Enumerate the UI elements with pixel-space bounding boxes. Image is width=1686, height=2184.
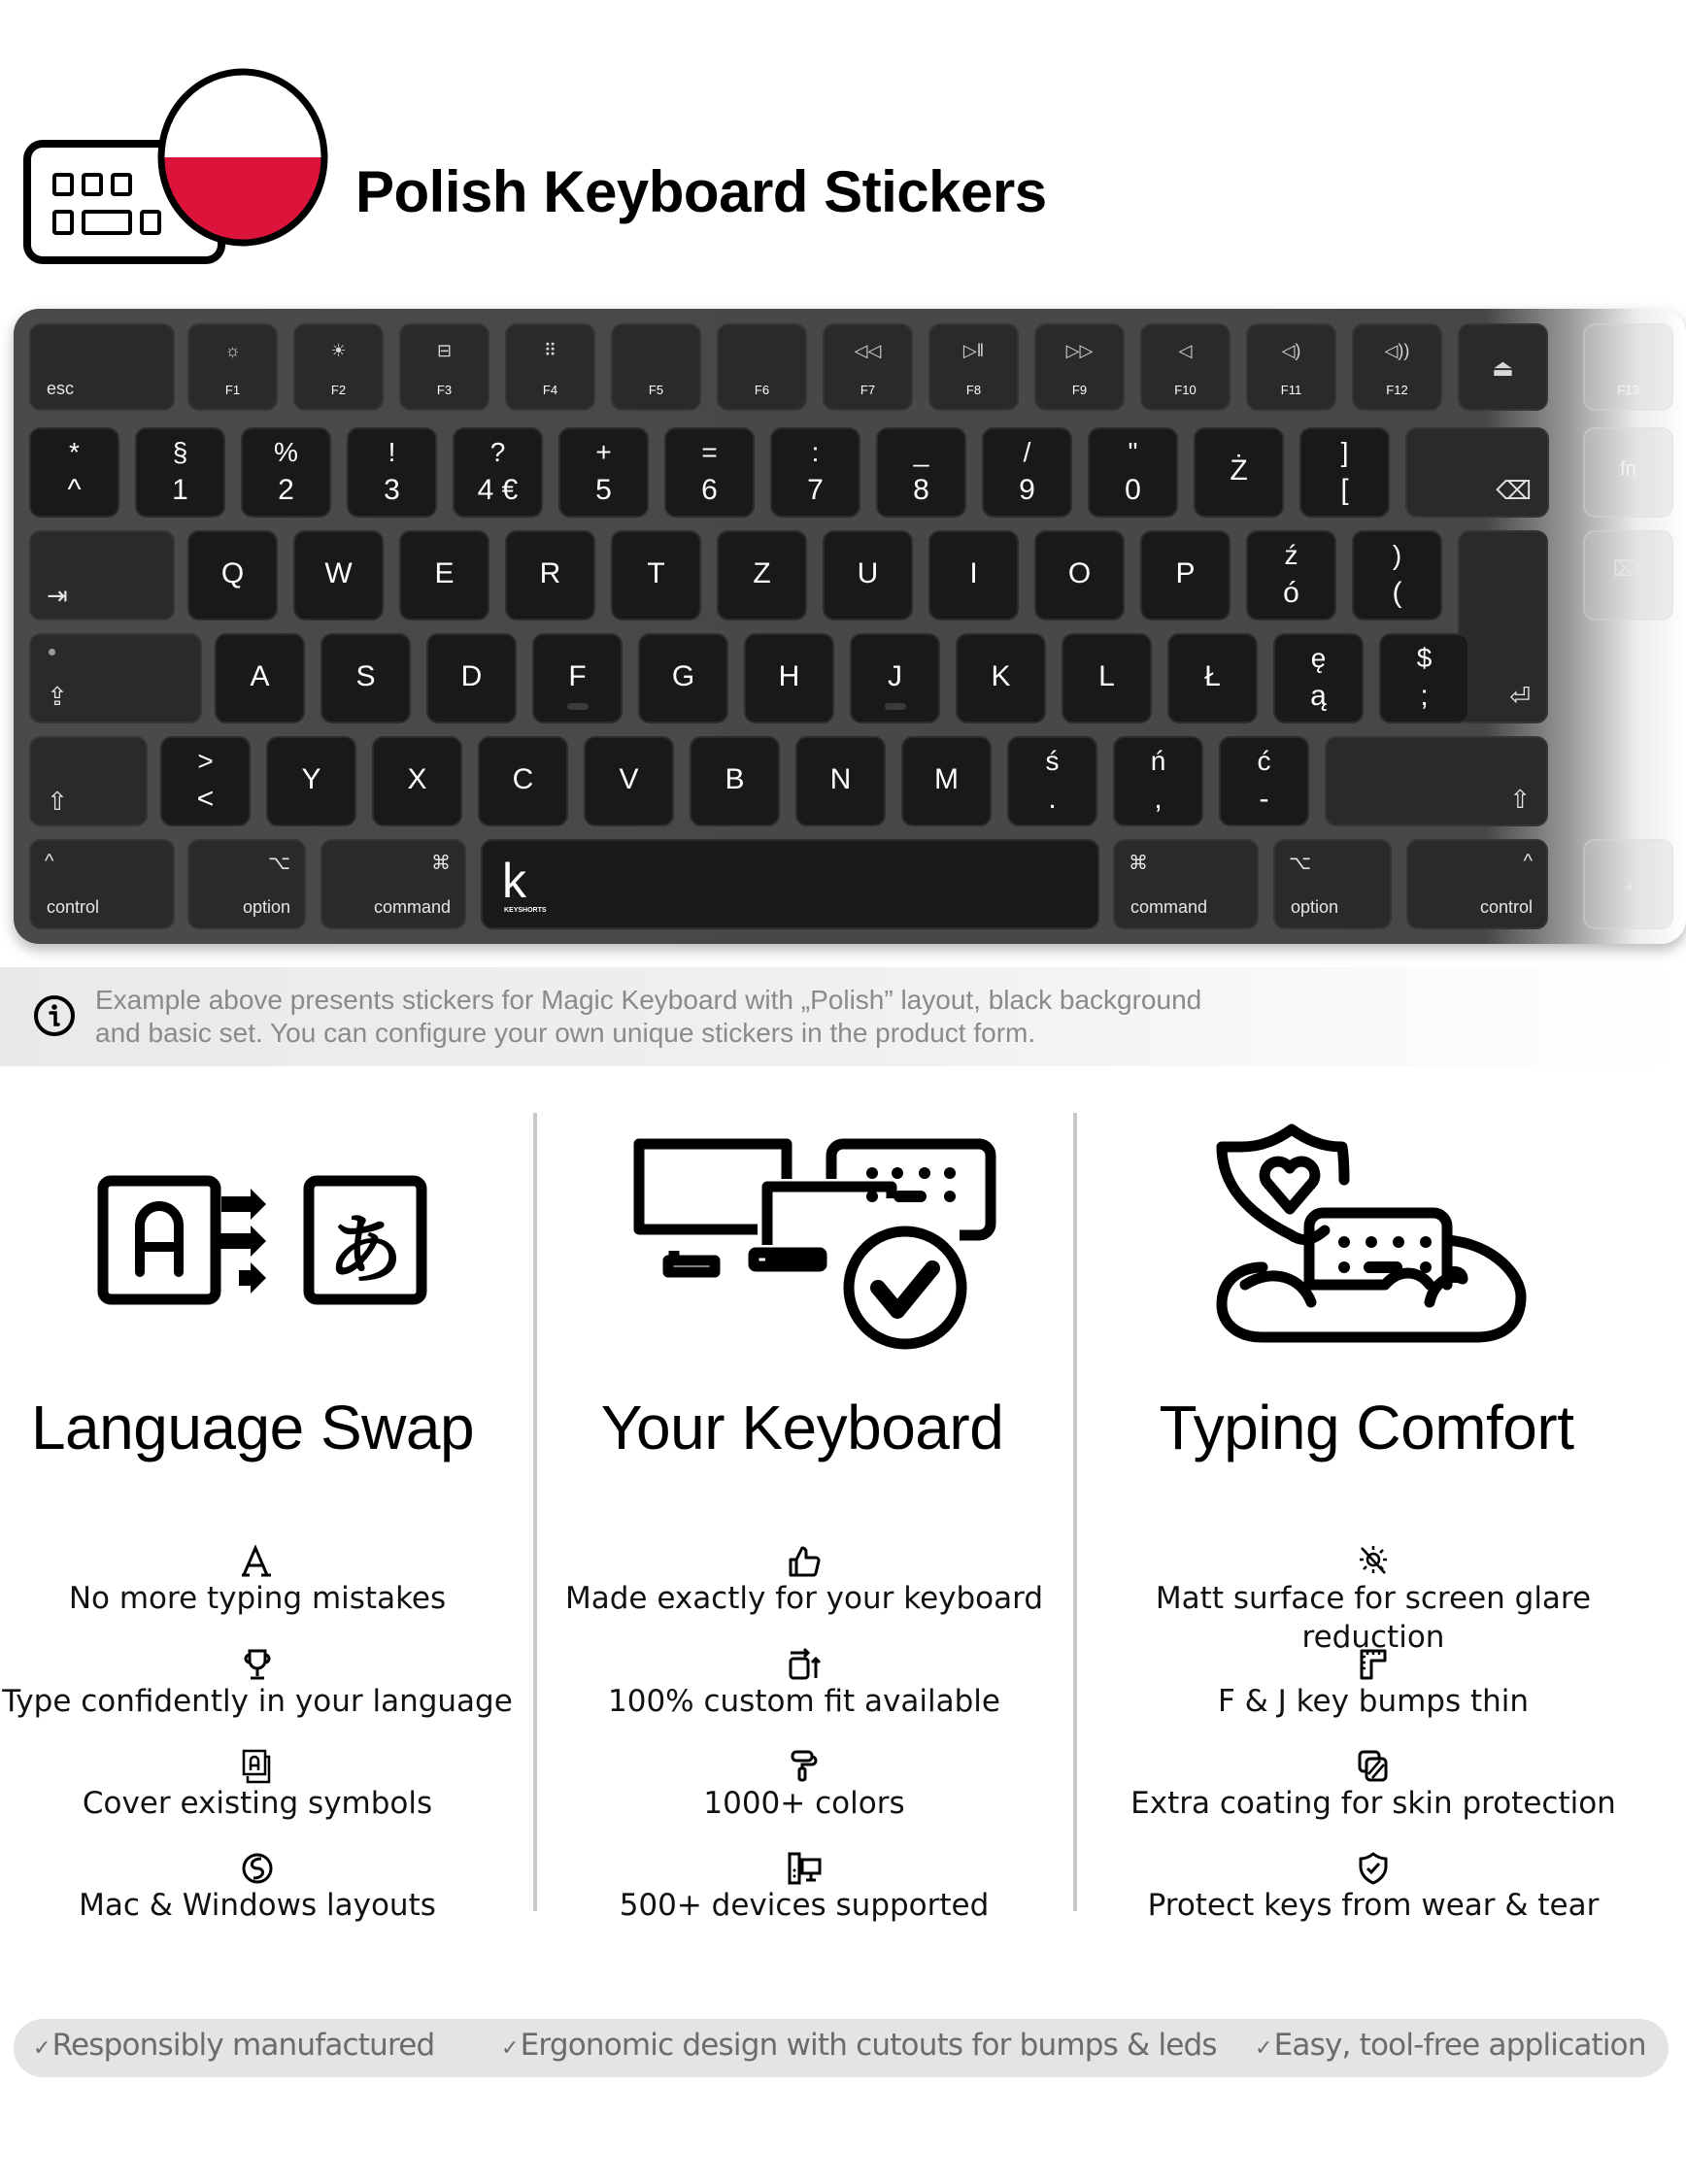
key-letter: J bbox=[888, 660, 902, 692]
key-shift-char: ) bbox=[1392, 540, 1402, 570]
shift-icon: ⇧ bbox=[47, 788, 68, 817]
launchpad-icon: ⠿ bbox=[543, 341, 557, 360]
keyboard-icon bbox=[23, 66, 344, 270]
mute-icon: ◁ bbox=[1178, 341, 1193, 360]
key-label: F11 bbox=[1280, 383, 1302, 397]
info-icon bbox=[33, 994, 76, 1037]
key-letter: Ł bbox=[1204, 660, 1221, 692]
feature-bullet-text: F & J key bumps thin bbox=[1217, 1684, 1530, 1719]
feature-bullet-text: 1000+ colors bbox=[703, 1786, 905, 1821]
key-label: F12 bbox=[1386, 383, 1408, 397]
benefit-item: ✓Responsibly manufactured bbox=[33, 2028, 435, 2063]
key-letter: Q bbox=[220, 557, 245, 589]
key-letter: C bbox=[512, 763, 534, 795]
key-letter: T bbox=[647, 557, 665, 589]
key-label: command bbox=[373, 897, 451, 917]
key-f1[interactable] bbox=[187, 323, 278, 411]
info-line-2: and basic set. You can configure your own unique stickers in the product form. bbox=[95, 1018, 1036, 1048]
tab-icon: ⇥ bbox=[47, 582, 68, 611]
info-text bbox=[95, 984, 1358, 1050]
key-6[interactable] bbox=[664, 427, 755, 518]
key-([interactable] bbox=[1352, 530, 1442, 621]
key-^[interactable] bbox=[29, 427, 119, 518]
check-icon: ✓ bbox=[33, 2036, 51, 2061]
feature-bullet bbox=[1092, 1647, 1655, 1721]
key-label: F6 bbox=[754, 383, 770, 397]
brand-logo-name: KEYSHORTS bbox=[504, 907, 547, 914]
brand-logo-mark: k bbox=[502, 854, 526, 908]
key-8[interactable] bbox=[876, 427, 966, 518]
key-shift-char: ź bbox=[1284, 540, 1298, 570]
key-f7[interactable] bbox=[823, 323, 913, 411]
spacebar[interactable] bbox=[481, 839, 1099, 929]
desktop-tower-icon bbox=[787, 1851, 822, 1886]
key-k[interactable] bbox=[956, 633, 1046, 723]
key-letter: M bbox=[934, 763, 959, 795]
key-base-char: < bbox=[196, 783, 215, 815]
feature-title-language-swap: Language Swap bbox=[30, 1393, 475, 1462]
key-f[interactable] bbox=[532, 633, 623, 723]
key-◂[interactable] bbox=[1583, 839, 1673, 929]
key-f3[interactable] bbox=[399, 323, 489, 411]
forward-delete-icon: ⌦ bbox=[1612, 557, 1644, 582]
feature-bullet bbox=[1092, 1749, 1655, 1823]
key-letter: Y bbox=[301, 763, 321, 795]
key-f10[interactable] bbox=[1140, 323, 1231, 411]
key-letter: F bbox=[568, 660, 587, 692]
key-base-char: 8 bbox=[913, 474, 929, 506]
key-eject[interactable] bbox=[1458, 323, 1548, 411]
key-letter: X bbox=[407, 763, 427, 795]
key-shift-char: ! bbox=[388, 437, 396, 467]
key-base-char: 4 € bbox=[477, 474, 519, 506]
key-ą[interactable] bbox=[1273, 633, 1364, 723]
home-row-bump bbox=[885, 703, 906, 710]
key-letter: L bbox=[1098, 660, 1115, 692]
key-shift-char: % bbox=[274, 437, 298, 467]
key-f9[interactable] bbox=[1034, 323, 1125, 411]
key-label: F3 bbox=[436, 383, 453, 397]
key-f5[interactable] bbox=[611, 323, 701, 411]
key-esc[interactable] bbox=[29, 323, 175, 411]
key-shift-char: " bbox=[1128, 437, 1138, 467]
feature-bullet bbox=[1092, 1544, 1655, 1657]
key-9[interactable] bbox=[982, 427, 1072, 518]
key-control[interactable] bbox=[29, 839, 175, 929]
paint-roller-icon bbox=[787, 1749, 822, 1784]
key-label: F7 bbox=[860, 383, 876, 397]
key-label: F4 bbox=[542, 383, 558, 397]
key-m[interactable] bbox=[901, 736, 992, 826]
key--[interactable] bbox=[1219, 736, 1309, 826]
key-o[interactable] bbox=[1034, 530, 1125, 621]
key-base-char: 6 bbox=[701, 474, 718, 506]
feature-bullet bbox=[0, 1749, 539, 1823]
key-label: F9 bbox=[1071, 383, 1088, 397]
key-a[interactable] bbox=[215, 633, 305, 723]
key-option[interactable] bbox=[1273, 839, 1392, 929]
key-letter: D bbox=[460, 660, 483, 692]
key-command[interactable] bbox=[320, 839, 466, 929]
check-icon: ✓ bbox=[1255, 2036, 1272, 2061]
key-0[interactable] bbox=[1088, 427, 1178, 518]
key-letter: W bbox=[324, 557, 353, 589]
feature-bullet bbox=[523, 1749, 1086, 1823]
key-letter: H bbox=[778, 660, 800, 692]
feature-bullet bbox=[1092, 1851, 1655, 1925]
feature-title-your-keyboard: Your Keyboard bbox=[600, 1393, 1004, 1462]
key-shift-char: ? bbox=[489, 437, 506, 467]
key-label: fn bbox=[1620, 458, 1636, 480]
shift-icon: ⇧ bbox=[1509, 786, 1531, 815]
key-shift[interactable] bbox=[29, 736, 148, 826]
language-swap-icon bbox=[97, 1175, 427, 1316]
key-base-char: 2 bbox=[278, 474, 294, 506]
key-5[interactable] bbox=[558, 427, 649, 518]
key-label: F1 bbox=[224, 383, 241, 397]
feature-bullet-text: Cover existing symbols bbox=[82, 1786, 433, 1821]
key-4€[interactable] bbox=[453, 427, 543, 518]
shield-check-icon bbox=[1356, 1851, 1391, 1886]
key-e[interactable] bbox=[399, 530, 489, 621]
key-w[interactable] bbox=[293, 530, 384, 621]
key-j[interactable] bbox=[850, 633, 940, 723]
coating-layers-icon bbox=[1356, 1749, 1391, 1784]
info-line-1: Example above presents stickers for Magic Keyboard with „Polish” layout, black background bbox=[95, 985, 1202, 1015]
key-shift-char: > bbox=[197, 746, 214, 776]
key-base-char: , bbox=[1154, 783, 1163, 815]
key-v[interactable] bbox=[584, 736, 674, 826]
key-label: control bbox=[47, 897, 100, 917]
key-backspace[interactable] bbox=[1405, 427, 1549, 518]
key-3[interactable] bbox=[347, 427, 437, 518]
key-shift-char: ć bbox=[1257, 746, 1271, 776]
trophy-icon bbox=[240, 1647, 275, 1682]
key-shift-char: * bbox=[69, 437, 80, 467]
key-s[interactable] bbox=[320, 633, 411, 723]
caps-lock-led bbox=[49, 649, 55, 655]
font-a-icon bbox=[240, 1544, 275, 1579]
svg-text:あ: あ bbox=[326, 1207, 404, 1294]
key-tab[interactable] bbox=[29, 530, 175, 621]
key-label: F8 bbox=[965, 383, 982, 397]
key-[[interactable] bbox=[1299, 427, 1390, 518]
key-label: F10 bbox=[1174, 383, 1197, 397]
key-label: F13 bbox=[1617, 383, 1639, 397]
feature-bullet bbox=[0, 1647, 539, 1721]
key-label: ◂ bbox=[1624, 878, 1633, 893]
key-letter: K bbox=[991, 660, 1011, 692]
key-shift-char: $ bbox=[1416, 643, 1433, 673]
key-i[interactable] bbox=[928, 530, 1019, 621]
key-base-char: . bbox=[1048, 783, 1057, 815]
key-y[interactable] bbox=[266, 736, 356, 826]
key-shift-char: § bbox=[172, 437, 188, 467]
key-letter: B bbox=[725, 763, 745, 795]
key-base-char: - bbox=[1259, 783, 1269, 815]
key-f6[interactable] bbox=[717, 323, 807, 411]
key-<[interactable] bbox=[160, 736, 251, 826]
no-glare-icon bbox=[1356, 1544, 1391, 1579]
key-f11[interactable] bbox=[1246, 323, 1336, 411]
key-d[interactable] bbox=[426, 633, 517, 723]
option-icon: ⌥ bbox=[1289, 853, 1312, 874]
key-letter: A bbox=[250, 660, 270, 692]
devices-check-icon bbox=[629, 1136, 998, 1364]
feature-bullet-text: No more typing mistakes bbox=[68, 1581, 447, 1616]
key-letter: R bbox=[539, 557, 561, 589]
key-base-char: ^ bbox=[67, 474, 82, 506]
key-f2[interactable] bbox=[293, 323, 384, 411]
option-icon: ⌥ bbox=[267, 853, 290, 874]
page-title: Polish Keyboard Stickers bbox=[355, 159, 1047, 224]
rewind-icon: ◁◁ bbox=[854, 341, 882, 360]
backspace-icon: ⌫ bbox=[1496, 477, 1532, 506]
resize-icon bbox=[787, 1647, 822, 1682]
key-shift-char: ] bbox=[1340, 437, 1349, 467]
key-.[interactable] bbox=[1007, 736, 1097, 826]
volume-down-icon: ◁) bbox=[1281, 341, 1301, 360]
eject-icon: ⏏ bbox=[1492, 355, 1514, 382]
feature-bullet bbox=[523, 1544, 1086, 1618]
key-r[interactable] bbox=[505, 530, 595, 621]
key-base-char: 5 bbox=[595, 474, 612, 506]
feature-bullet-text: 500+ devices supported bbox=[619, 1888, 990, 1923]
poland-flag-circle bbox=[159, 70, 334, 247]
key-2[interactable] bbox=[241, 427, 331, 518]
key-letter: E bbox=[434, 557, 455, 589]
feature-bullet-text: 100% custom fit available bbox=[608, 1684, 1000, 1719]
feature-bullet-text: Extra coating for skin protection bbox=[1130, 1786, 1616, 1821]
key-shift-char: : bbox=[811, 437, 820, 467]
key-letter: P bbox=[1175, 557, 1196, 589]
key-u[interactable] bbox=[823, 530, 913, 621]
key-shift-char: ń bbox=[1150, 746, 1166, 776]
key-base-char: ó bbox=[1283, 577, 1299, 609]
key-z[interactable] bbox=[717, 530, 807, 621]
key-f13[interactable] bbox=[1583, 323, 1673, 411]
key-x[interactable] bbox=[372, 736, 462, 826]
benefit-item: ✓Easy, tool-free application bbox=[1255, 2028, 1646, 2063]
feature-bullet bbox=[523, 1851, 1086, 1925]
key-shift-char: = bbox=[701, 437, 718, 467]
control-icon: ^ bbox=[45, 851, 54, 872]
key-label: F2 bbox=[330, 383, 347, 397]
key-ł[interactable] bbox=[1167, 633, 1258, 723]
check-icon: ✓ bbox=[501, 2036, 519, 2061]
key-base-char: 1 bbox=[172, 474, 188, 506]
feature-title-typing-comfort: Typing Comfort bbox=[1159, 1393, 1574, 1462]
key-q[interactable] bbox=[187, 530, 278, 621]
key-shift-char: / bbox=[1023, 437, 1031, 467]
ruler-icon bbox=[1356, 1647, 1391, 1682]
key-l[interactable] bbox=[1062, 633, 1152, 723]
key-base-char: ( bbox=[1392, 577, 1402, 609]
key-f4[interactable] bbox=[505, 323, 595, 411]
key-return[interactable] bbox=[1458, 530, 1548, 723]
mission-control-icon: ⊟ bbox=[436, 341, 453, 360]
key-shift-char: ę bbox=[1310, 643, 1327, 673]
key-f12[interactable] bbox=[1352, 323, 1442, 411]
key-7[interactable] bbox=[770, 427, 860, 518]
fast-forward-icon: ▷▷ bbox=[1065, 341, 1094, 360]
feature-bullet bbox=[0, 1851, 539, 1925]
key-shift-char: _ bbox=[913, 437, 929, 467]
benefit-item: ✓Ergonomic design with cutouts for bumps & leds bbox=[501, 2028, 1217, 2063]
key-caps-lock[interactable] bbox=[29, 633, 202, 723]
return-icon: ⏎ bbox=[1509, 683, 1531, 712]
control-icon: ^ bbox=[1523, 851, 1533, 872]
feature-bullet-text: Protect keys from wear & tear bbox=[1147, 1888, 1600, 1923]
feature-bullet-text: Mac & Windows layouts bbox=[79, 1888, 436, 1923]
feature-bullet bbox=[523, 1647, 1086, 1721]
key-ż[interactable] bbox=[1194, 427, 1284, 518]
key-letter: G bbox=[671, 660, 695, 692]
key-label: esc bbox=[47, 379, 75, 398]
keyboard-flag-logo bbox=[23, 66, 344, 270]
key-n[interactable] bbox=[795, 736, 886, 826]
key-letter: O bbox=[1067, 557, 1092, 589]
key-label: option bbox=[1291, 897, 1339, 917]
key-base-char: 3 bbox=[384, 474, 400, 506]
key-letter: Ż bbox=[1230, 454, 1248, 487]
key-c[interactable] bbox=[478, 736, 568, 826]
key-label: F5 bbox=[648, 383, 664, 397]
key-p[interactable] bbox=[1140, 530, 1231, 621]
key-h[interactable] bbox=[744, 633, 834, 723]
key-letter: I bbox=[969, 557, 978, 589]
key-f8[interactable] bbox=[928, 323, 1019, 411]
key-base-char: 9 bbox=[1019, 474, 1035, 506]
key-g[interactable] bbox=[638, 633, 728, 723]
key-fn[interactable] bbox=[1583, 427, 1673, 518]
key-label: control bbox=[1479, 897, 1533, 917]
caps-lock-icon: ⇪ bbox=[47, 683, 68, 712]
key-command[interactable] bbox=[1113, 839, 1259, 929]
key-forward-delete[interactable] bbox=[1583, 530, 1673, 621]
command-icon: ⌘ bbox=[1129, 853, 1148, 874]
key-ó[interactable] bbox=[1246, 530, 1336, 621]
key-base-char: ą bbox=[1310, 680, 1327, 712]
feature-bullet-text: Matt surface for screen glare reduction bbox=[1155, 1581, 1592, 1655]
key-letter: S bbox=[355, 660, 376, 692]
play-pause-icon: ▷ǁ bbox=[962, 341, 985, 360]
keyboard-cushion-shield-icon bbox=[1214, 1122, 1544, 1350]
feature-bullet bbox=[0, 1544, 539, 1618]
key-base-char: [ bbox=[1340, 474, 1349, 506]
key-letter: N bbox=[829, 763, 852, 795]
key-letter: V bbox=[619, 763, 639, 795]
feature-bullet-text: Made exactly for your keyboard bbox=[564, 1581, 1044, 1616]
key-letter: Z bbox=[753, 557, 771, 589]
key-t[interactable] bbox=[611, 530, 701, 621]
key-base-char: ; bbox=[1420, 680, 1429, 712]
brightness-low-icon: ☼ bbox=[224, 341, 241, 360]
key-shift-char: + bbox=[595, 437, 612, 467]
key-base-char: 7 bbox=[807, 474, 824, 506]
thumbs-up-icon bbox=[787, 1544, 822, 1579]
key-b[interactable] bbox=[690, 736, 780, 826]
brightness-high-icon: ☀ bbox=[330, 341, 347, 360]
key-shift[interactable] bbox=[1325, 736, 1548, 826]
key-letter: U bbox=[857, 557, 879, 589]
layered-a-icon bbox=[240, 1749, 275, 1784]
mac-pc-icon bbox=[240, 1851, 275, 1886]
key-base-char: 0 bbox=[1125, 474, 1141, 506]
command-icon: ⌘ bbox=[431, 853, 451, 874]
feature-bullet-text: Type confidently in your language bbox=[2, 1684, 513, 1719]
volume-up-icon: ◁)) bbox=[1384, 341, 1410, 360]
key-control[interactable] bbox=[1406, 839, 1548, 929]
key-;[interactable] bbox=[1379, 633, 1469, 723]
key-label: option bbox=[242, 897, 290, 917]
key-option[interactable] bbox=[187, 839, 306, 929]
key-shift-char: ś bbox=[1045, 746, 1060, 776]
key-1[interactable] bbox=[135, 427, 225, 518]
home-row-bump bbox=[567, 703, 589, 710]
key-label: command bbox=[1130, 897, 1208, 917]
key-,[interactable] bbox=[1113, 736, 1203, 826]
